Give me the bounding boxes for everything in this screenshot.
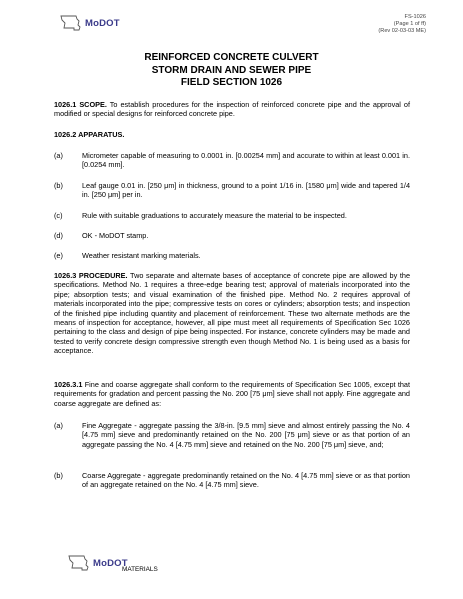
document-title bbox=[0, 52, 463, 90]
title-line-1: REINFORCED CONCRETE CULVERT bbox=[144, 52, 319, 63]
form-number: FS-1026 bbox=[404, 14, 426, 20]
scope-heading: 1026.1 SCOPE. bbox=[54, 100, 107, 109]
page-indicator: (Page 1 of ff) bbox=[393, 21, 426, 27]
footer-logo bbox=[68, 554, 128, 572]
form-number-block bbox=[378, 14, 426, 35]
scope-paragraph bbox=[54, 100, 410, 119]
item-letter: (a) bbox=[54, 421, 63, 430]
missouri-map-icon bbox=[68, 554, 90, 572]
item-text: Micrometer capable of measuring to 0.0001 in. [0.00254 mm] and accurate to within at least 0.001 in. [0.0254 mm]. bbox=[82, 151, 410, 170]
title-line-3: FIELD SECTION 1026 bbox=[180, 77, 283, 88]
procedure-heading: 1026.3 PROCEDURE. bbox=[54, 271, 128, 280]
item-letter: (c) bbox=[54, 211, 63, 220]
footer-label: MATERIALS bbox=[122, 566, 158, 573]
aggregate-paragraph bbox=[54, 380, 410, 408]
missouri-map-icon bbox=[60, 14, 82, 32]
aggregate-text: Fine and coarse aggregate shall conform to the requirements of Specification Sec 1005, except that requirements for gradation and percent passing the No. 200 [75 μm] sieve shall not apply. Fine aggregate and coarse aggregate are defined as: bbox=[54, 380, 410, 408]
procedure-paragraph bbox=[54, 271, 410, 356]
item-text: Leaf gauge 0.01 in. [250 μm] in thickness, ground to a point 1/16 in. [1580 μm] wide and tapered 1/4 in. [250 μm] per in. bbox=[82, 181, 410, 200]
aggregate-heading: 1026.3.1 bbox=[54, 380, 83, 389]
logo-text: MoDOT bbox=[93, 557, 128, 569]
logo-text: MoDOT bbox=[85, 17, 120, 29]
apparatus-heading: 1026.2 APPARATUS. bbox=[54, 130, 125, 139]
procedure-text: Two separate and alternate bases of acceptance of concrete pipe are allowed by the specifications. Method No. 1 requires a three-edge bearing test; approval of materials incorporated into the pipe; absorption tests; and visual examination of the finished pipe. Method No. 2 requires approval of materials incorporated into the pipe; compressive tests on cores or cylinders; absorption tests; and inspection of the finished pipe including quantity and placement of reinforcement. These two alternate methods are the means of inspection for acceptance, however, all pipe must meet all requirements of Specification Sec 1026 pertaining to the class and design of pipe being inspected. For instance, concrete cylinders may be made and tested to verify concrete design compressive strength even though Method No. 1 is being used as a basis for acceptance. bbox=[54, 271, 410, 356]
title-line-2: STORM DRAIN AND SEWER PIPE bbox=[151, 64, 312, 76]
item-text: OK - MoDOT stamp. bbox=[82, 231, 149, 240]
item-text: Rule with suitable graduations to accurately measure the material to be inspected. bbox=[82, 211, 347, 220]
item-letter: (d) bbox=[54, 231, 63, 240]
scope-text: To establish procedures for the inspection of reinforced concrete pipe and the approval of modified or special designs for reinforced concrete pipe. bbox=[54, 100, 411, 119]
item-letter: (a) bbox=[54, 151, 63, 160]
item-text: Weather resistant marking materials. bbox=[82, 251, 201, 260]
item-letter: (b) bbox=[54, 471, 63, 480]
modot-logo bbox=[60, 14, 120, 32]
item-letter: (b) bbox=[54, 181, 63, 190]
item-letter: (e) bbox=[54, 251, 63, 260]
item-text: Fine Aggregate - aggregate passing the 3/8-in. [9.5 mm] sieve and almost entirely passing the No. 4 [4.75 mm] sieve and predominantly retained on the No. 200 [75 μm] sieve or as that portion of an aggregate passing the No. 4 [4.75 mm] sieve and retained on the No. 200 [75 μm] sieve, and; bbox=[82, 421, 410, 449]
item-text: Coarse Aggregate - aggregate predominantly retained on the No. 4 [4.75 mm] sieve or as that portion of an aggregate retained on the No. 4 [4.75 mm] sieve. bbox=[82, 471, 410, 490]
revision: (Rev 02-03-03 ME) bbox=[378, 28, 426, 34]
